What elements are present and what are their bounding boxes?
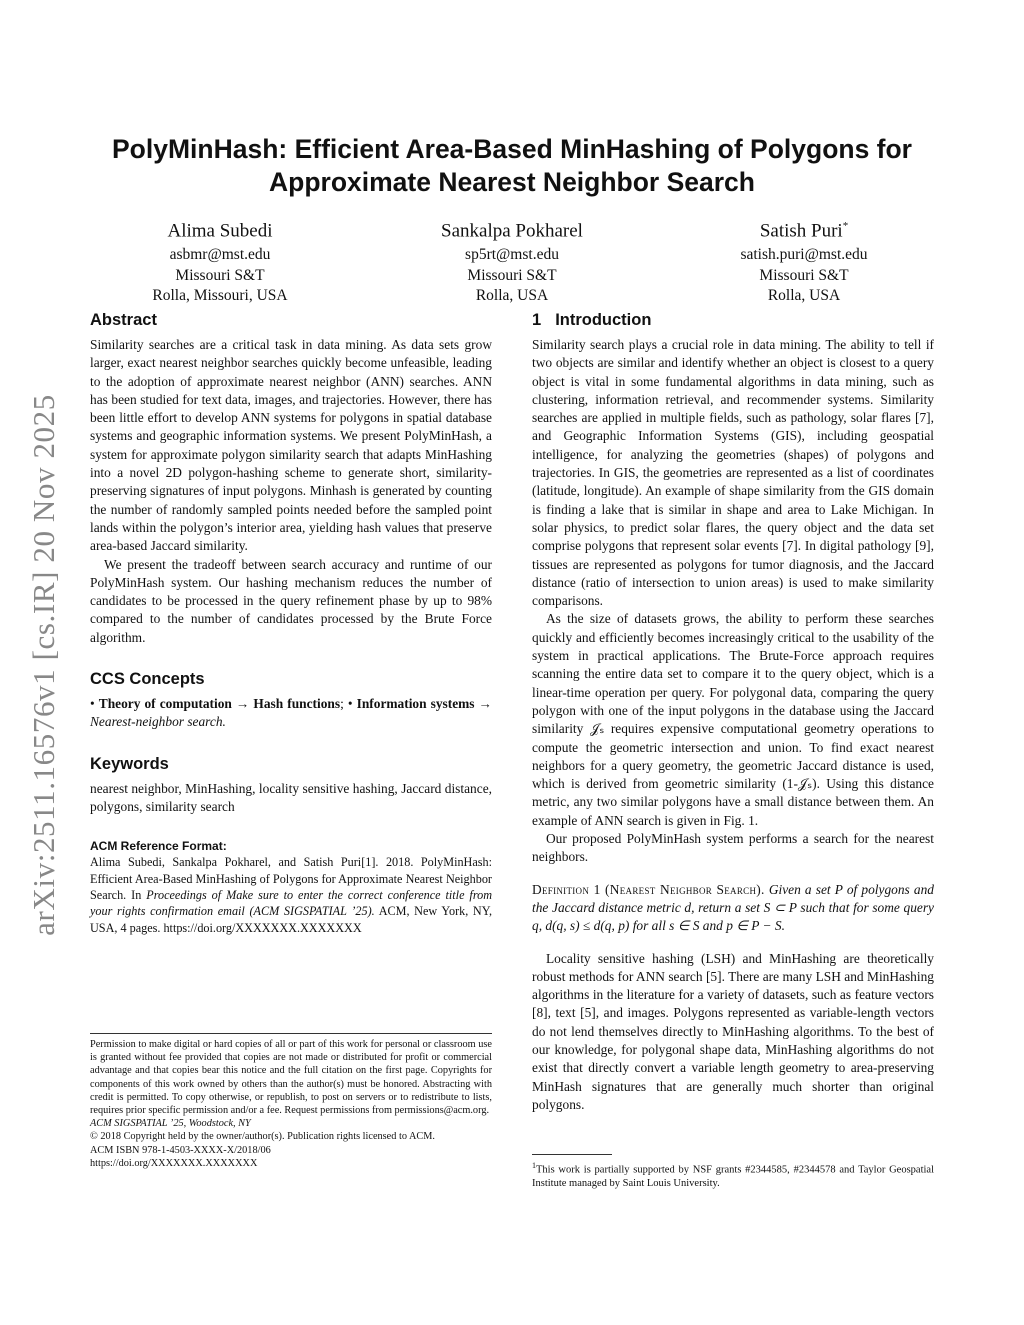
doi-line: https://doi.org/XXXXXXX.XXXXXXX	[90, 1157, 258, 1169]
author-email: satish.puri@mst.edu	[740, 246, 868, 264]
author-location: Rolla, Missouri, USA	[152, 287, 288, 305]
ccs-section	[90, 669, 492, 732]
author-location: Rolla, USA	[767, 287, 841, 305]
ccs-heading: CCS Concepts	[90, 670, 205, 689]
left-column	[90, 310, 492, 936]
author-name: Alima Subedi	[167, 220, 273, 242]
author-affiliation: Missouri S&T	[175, 266, 265, 284]
isbn-line: ACM ISBN 978-1-4503-XXXX-X/2018/06	[90, 1144, 271, 1156]
author-email: asbmr@mst.edu	[169, 246, 271, 264]
definition-body: Given a set P of polygons and the Jaccard distance metric d, return a set S ⊂ P such that for some query q, d(q, s) ≤ d(q, p) for all s ∈ S and p ∈ P − S.	[532, 881, 934, 934]
definition-heading: Definition 1 (Nearest Neighbor Search).	[532, 881, 765, 897]
permission-text: Permission to make digital or hard copies of all or part of this work for personal or classroom use is granted without fee provided that copies are not made or distributed for profit or commercial advantage and that copies bear this notice and the full citation on the first page. Copyrights for components of this work owned by others than the author(s) must be honored. Abstracting with credit is permitted. To copy otherwise, or republish, to post on servers or to redistribute to lists, requires prior specific permission and/or a fee. Request permissions from permissions@acm.org.	[90, 1039, 492, 1117]
author-mark: *	[842, 220, 849, 232]
section-number: 1	[532, 311, 542, 329]
author-2	[382, 214, 642, 307]
paper-title: PolyMinHash: Efficient Area-Based MinHashing of Polygons for Approximate Nearest Neighbor Search	[112, 134, 912, 197]
author-affiliation: Missouri S&T	[759, 266, 849, 284]
author-1	[90, 214, 350, 307]
abstract-section	[90, 310, 492, 647]
author-name: Sankalpa Pokharel	[441, 220, 583, 242]
author-location: Rolla, USA	[475, 287, 549, 305]
footnote-rule	[532, 1154, 612, 1155]
permission-notice	[90, 1033, 492, 1170]
footnote-mark: 1	[532, 1161, 536, 1170]
author-block	[90, 214, 934, 307]
author-affiliation: Missouri S&T	[467, 266, 557, 284]
intro-paragraph-4: Locality sensitive hashing (LSH) and MinHashing are theoretically robust methods for ANN search [5]. There are many LSH and MinHashing algorithms in the literature for a variety of datasets, such as feature vectors [8], text [5], and images. Polygons represented as variable-length vectors do not lend themselves directly to MinHashing algorithms. To the best of our knowledge, for polygonal shape data, MinHashing algorithms do not exist that directly convert a variable length geometry to area-preserving MinHash signatures that are generally much shorter than original polygons.	[532, 950, 934, 1112]
definition-1	[532, 881, 934, 936]
conference-venue: ACM SIGSPATIAL ’25, Woodstock, NY	[90, 1118, 251, 1130]
author-name: Satish Puri	[759, 220, 843, 242]
abstract-paragraph-2: We present the tradeoff between search accuracy and runtime of our PolyMinHash system. Our hashing mechanism reduces the number of candidates to be processed in the query refinement phase by up to 98% compared to the number of candidates processed by the Brute Force algorithm.	[90, 556, 492, 645]
footnote	[532, 1154, 934, 1191]
footnote-text: This work is partially supported by NSF grants #2344585, #2344578 and Taylor Geospatial Institute managed by Saint Louis University.	[532, 1164, 934, 1190]
ccs-subterm: Nearest-neighbor search.	[90, 714, 226, 730]
arxiv-id-text: arXiv:2511.16576v1 [cs.IR] 20 Nov 2025	[26, 394, 61, 936]
intro-paragraph-1: Similarity search plays a crucial role in data mining. The ability to tell if two objects are similar and identify whether an object is closest to a query object is vital in some fundamental algorithms in data mining, such as clustering, information retrieval, and recommender systems. Similarity searches are applied in multiple fields, such as pathology, solar flares [7], and Geographic Information Systems (GIS), including geospatial intelligence, for analyzing the geometries (shapes) of polygons and trajectories. In GIS, the geometries are represented as a list of coordinates (latitude, longitude). An example of shape similarity from the GIS domain is finding a lake that is similar in shape and area to Lake Michigan. In solar physics, to predict solar flares, the query object and the data set comprise polygons that represent solar events [7]. In digital pathology [9], tissues are represented as polygons for tumor diagnosis, and the Jaccard distance (ratio of intersection to union areas) is used to make similarity comparisons.	[532, 337, 934, 609]
acm-reference-heading: ACM Reference Format:	[90, 839, 227, 854]
ccs-term: Information systems	[356, 696, 475, 712]
keywords-section	[90, 754, 492, 817]
ccs-concepts: • Theory of computation → Hash functions; • Information systems → Nearest-neighbor search.	[90, 696, 492, 730]
ccs-subterm: Hash functions	[253, 696, 341, 712]
abstract-paragraph-1: Similarity searches are a critical task in data mining. As data sets grow larger, exact nearest neighbor searches quickly become unfeasible, leading to the adoption of approximate nearest neighbor (ANN) searches. ANN has been studied for text data, images, and trajectories. However, there has been little effort to develop ANN systems for polygons in spatial database systems and geographic information systems. We present PolyMinHash, a system for approximate polygon similarity search that adapts MinHashing into a novel 2D polygon-hashing scheme to generate short, similarity-preserving signatures of input polygons. Minhash is generated by counting the number of randomly sampled points needed before the sampled point lands within the polygon’s interior area, yielding hash values that preserve area-based Jaccard similarity.	[90, 337, 492, 554]
copyright-line: © 2018 Copyright held by the owner/author(s). Publication rights licensed to ACM.	[90, 1131, 436, 1143]
author-email: sp5rt@mst.edu	[465, 246, 559, 264]
ccs-term: Theory of computation	[98, 696, 232, 712]
introduction-heading: 1 Introduction	[532, 311, 652, 329]
acm-reference-format	[90, 838, 492, 936]
abstract-heading: Abstract	[90, 311, 157, 329]
intro-paragraph-2: As the size of datasets grows, the ability to perform these searches quickly and efficiently becomes increasingly critical to the usability of the system in practical applications. The Brute-Force approach requires scanning the entire data set to compare it to the query object, which is a linear-time operation per query. For polygonal data, comparing the query polygon with one of the input polygons in the database using the Jaccard similarity 𝒥ₛ requires expensive computational geometry operations to compute the geometric intersection and union. To find exact nearest neighbors for a query geometry, the geometric Jaccard distance is used, which is derived from geometric similarity (1-𝒥ₛ). Using this distance metric, any two similar polygons have a small distance between them. An example of ANN search is given in Fig. 1.	[532, 611, 934, 828]
intro-paragraph-3: Our proposed PolyMinHash system performs a search for the nearest neighbors.	[532, 831, 934, 865]
keywords-text: nearest neighbor, MinHashing, locality sensitive hashing, Jaccard distance, polygons, similarity search	[90, 780, 492, 814]
acm-reference-text: Alima Subedi, Sankalpa Pokharel, and Satish Puri[1]. 2018. PolyMinHash: Efficient Area-Based MinHashing of Polygons for Approximate Nearest Neighbor Search. In Proceedings of Make sure to enter the correct conference title from your rights confirmation email (ACM SIGSPATIAL ’25). ACM, New York, NY, USA, 4 pages. https://doi.org/XXXXXXX.XXXXXXX	[90, 855, 493, 935]
author-3	[674, 214, 934, 307]
right-column	[532, 310, 934, 1114]
keywords-heading: Keywords	[90, 754, 169, 773]
